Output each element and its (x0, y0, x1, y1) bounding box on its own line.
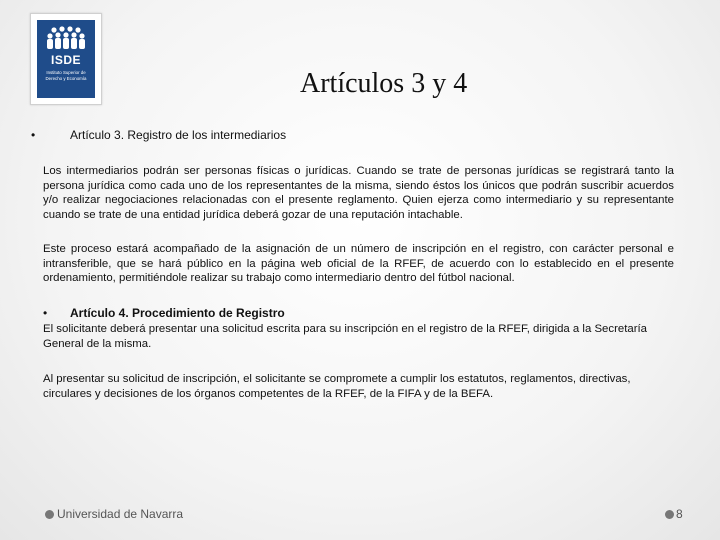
bullet-marker: • (43, 306, 48, 320)
logo-subtitle: Instituto Superior de Derecho y Economía (45, 70, 87, 81)
logo-panel (37, 20, 95, 98)
isde-logo (30, 13, 102, 105)
paragraph-intermediarios: Los intermediarios podrán ser personas físicas o jurídicas. Cuando se trate de personas jurídicas se registrará tanto la persona jurídica como cada uno de los representantes de la misma, siendo éstos los únicos que podrán suscribir acuerdos y/o realizar negociaciones relacionadas con el presente reglamento. Quien ejerza como intermediario y su representante cuando se trate de una entidad jurídica deberá gozar de una reputación intachable. (43, 165, 674, 222)
slide-title: Artículos 3 y 4 (300, 68, 468, 99)
footer-circle-icon (665, 510, 674, 519)
bullet-marker: • (31, 128, 36, 142)
paragraph-proceso: Este proceso estará acompañado de la asignación de un número de inscripción en el registro, con carácter personal e intransferible, que se hará público en la página web oficial de la RFEF, de acuerdo con lo establecido en el presente ordenamiento, permitiéndole realizar su trabajo como intermediario dentro del fútbol nacional. (43, 243, 674, 285)
footer-circle-icon (45, 510, 54, 519)
paragraph-solicitud: Al presentar su solicitud de inscripción, el solicitante se compromete a cumplir los estatutos, reglamentos, directivas, circulares y decisiones de los órganos competentes de la RFEF, de la FIFA y de la BEFA. (43, 373, 631, 400)
page-number: 8 (676, 507, 683, 521)
footer-organization: Universidad de Navarra (57, 507, 184, 521)
logo-name: ISDE (50, 53, 81, 67)
paragraph-solicitante: El solicitante deberá presentar una solicitud escrita para su inscripción en el registro de la RFEF, dirigida a la Secretaría General de la misma. (43, 323, 648, 350)
article-4-heading: Artículo 4. Procedimiento de Registro (70, 306, 285, 320)
people-icon (42, 26, 90, 52)
article-3-heading: Artículo 3. Registro de los intermediarios (70, 128, 287, 142)
